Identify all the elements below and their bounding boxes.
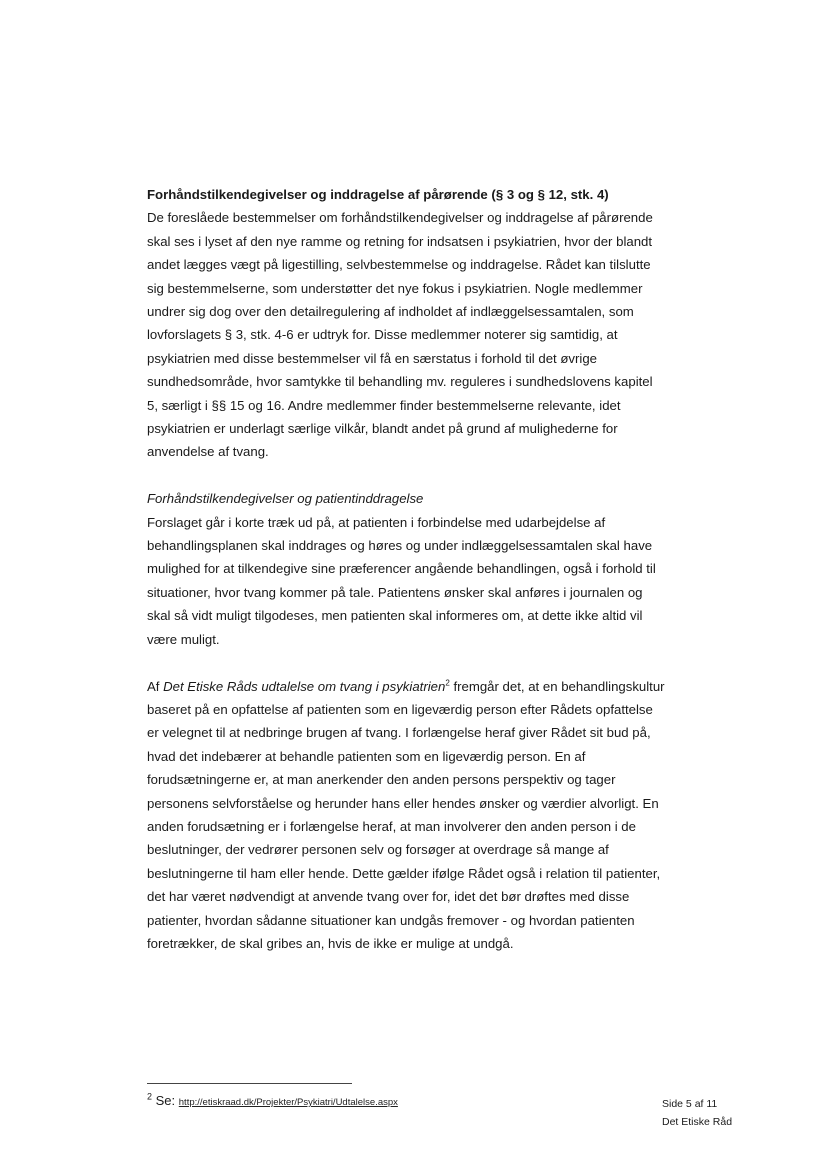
section-subheading-patient-involvement: Forhåndstilkendegivelser og patientinddragelse [147, 491, 424, 507]
document-body [147, 183, 667, 955]
statement-reference-title: Det Etiske Råds udtalelse om tvang i psykiatrien [163, 678, 446, 694]
page-footer [662, 1095, 732, 1131]
page-number: Side 5 af 11 [662, 1098, 718, 1110]
paragraph-ethics-council-statement [147, 675, 667, 956]
footnote-reference-mark[interactable]: 2 [445, 678, 450, 688]
footnote-link[interactable]: http://etiskraad.dk/Projekter/Psykiatri/Udtalelse.aspx [178, 1097, 398, 1108]
section-heading-advance-directives-relatives: Forhåndstilkendegivelser og inddragelse af pårørende (§ 3 og § 12, stk. 4) [147, 187, 609, 202]
paragraph-patient-involvement: Forslaget går i korte træk ud på, at patienten i forbindelse med udarbejdelse af behandlingsplanen skal inddrages og høres og under indlæggelsessamtalen skal have mulighed for at tilkendegive sine præferencer angående behandlingen, også i forhold til situationer, hvor tvang kommer på tale. Patientens ønsker skal anføres i journalen og skal så vidt muligt tilgodeses, men patienten skal informeres om, at dette ikke altid vil være muligt. [147, 514, 656, 647]
footnote-divider [147, 1083, 352, 1084]
paragraph-body-text: fremgår det, at en behandlingskultur baseret på en opfattelse af patienten som en ligeværdig person efter Rådets opfattelse er velegnet til at nedbringe brugen af tvang. I forlængelse heraf giver Rådet sit bud på, hvad det indebærer at behandle patienten som en ligeværdig person. En af forudsætningerne er, at man anerkender den anden persons perspektiv og tager personens selvforståelse og herunder hans eller hendes ønsker og værdier alvorligt. En anden forudsætning er i forlængelse heraf, at man involverer den anden person i de beslutninger, der vedrører personen selv og forsøger at overdrage så mange af beslutningerne til ham eller hende. Dette gælder ifølge Rådet også i relation til patienter, det har været nødvendigt at anvende tvang over for, idet det bør drøftes med disse patienter, hvordan sådanne situationer kan undgås fremover - og hvordan patienten foretrækker, de skal gribes an, hvis de ikke er mulige at undgå. [147, 678, 665, 951]
paragraph-spacer [147, 464, 667, 487]
paragraph-advance-directives-relatives: De foreslåede bestemmelser om forhåndstilkendegivelser og inddragelse af pårørende skal ses i lyset af den nye ramme og retning for indsatsen i psykiatrien, hvor der blandt andet lægges vægt på ligestilling, selvbestemmelse og inddragelse. Rådet kan tilslutte sig bestemmelserne, som understøtter det nye fokus i psykiatrien. Nogle medlemmer undrer sig dog over den detailregulering af indholdet af indlæggelsessamtalen, som lovforslagets § 3, stk. 4-6 er udtryk for. Disse medlemmer noterer sig samtidig, at psykiatrien med disse bestemmelser vil få en særstatus i forhold til det øvrige sundhedsområde, hvor samtykke til behandling mv. reguleres i sundhedslovens kapitel 5, særligt i §§ 15 og 16. Andre medlemmer finder bestemmelserne relevante, idet psykiatrien er underlagt særlige vilkår, blandt andet på grund af mulighederne for anvendelse af tvang. [147, 210, 653, 460]
footnote-label: Se: [155, 1093, 179, 1108]
paragraph-lead-text: Af [147, 678, 164, 694]
footnote [147, 1093, 398, 1108]
paragraph-spacer [147, 651, 667, 674]
organization-name: Det Etiske Råd [662, 1116, 733, 1128]
footnote-number: 2 [147, 1091, 153, 1102]
